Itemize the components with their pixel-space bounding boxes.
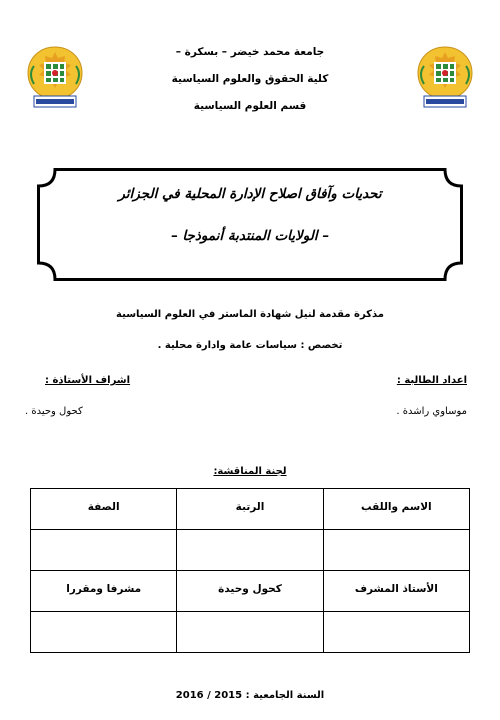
thesis-subtitle: – الولايات المنتدبة أنموذجا – (170, 228, 330, 244)
university-name: جامعة محمد خيضر – بسكرة – (175, 46, 325, 58)
university-logo (410, 44, 480, 110)
committee-table (30, 488, 470, 653)
table-cell (323, 612, 469, 653)
table-cell: كحول وحيدة (177, 571, 323, 612)
table-cell (177, 612, 323, 653)
table-cell: مشرفا ومقررا (31, 571, 177, 612)
header (130, 46, 370, 127)
table-row (31, 571, 470, 612)
table-row (31, 530, 470, 571)
department-name: قسم العلوم السياسية (193, 100, 307, 112)
student-label: اعداد الطالبة : (396, 375, 467, 386)
committee-title: لجنة المناقشة: (213, 466, 287, 477)
logo-emblem-icon (28, 47, 82, 107)
table-cell (31, 612, 177, 653)
table-header-row (31, 489, 470, 530)
title-frame-border (37, 168, 463, 281)
logo-emblem-icon (418, 47, 472, 107)
specialization: تخصص : سياسات عامة وادارة محلية . (157, 340, 343, 351)
university-logo (20, 44, 90, 110)
faculty-name: كلية الحقوق والعلوم السياسية (171, 73, 329, 85)
memo-description: مذكرة مقدمة لنيل شهادة الماستر في العلوم السياسية (116, 309, 384, 320)
academic-year: السنة الجامعية : 2015 / 2016 (175, 690, 325, 701)
table-header-cell: الرتبة (177, 489, 323, 530)
title-frame (37, 168, 463, 281)
table-cell (323, 530, 469, 571)
table-cell (31, 530, 177, 571)
supervisor-name: كحول وحيدة . (25, 406, 83, 417)
supervisor-label: اشراف الأستاذة : (45, 375, 131, 386)
table-cell: الأستاذ المشرف (323, 571, 469, 612)
table-cell (177, 530, 323, 571)
table-row (31, 612, 470, 653)
student-name: موساوي راشدة . (396, 406, 467, 417)
table-header-cell: الاسم واللقب (323, 489, 469, 530)
thesis-title: تحديات وآفاق اصلاح الإدارة المحلية في الجزائر (118, 186, 382, 202)
table-header-cell: الصفة (31, 489, 177, 530)
